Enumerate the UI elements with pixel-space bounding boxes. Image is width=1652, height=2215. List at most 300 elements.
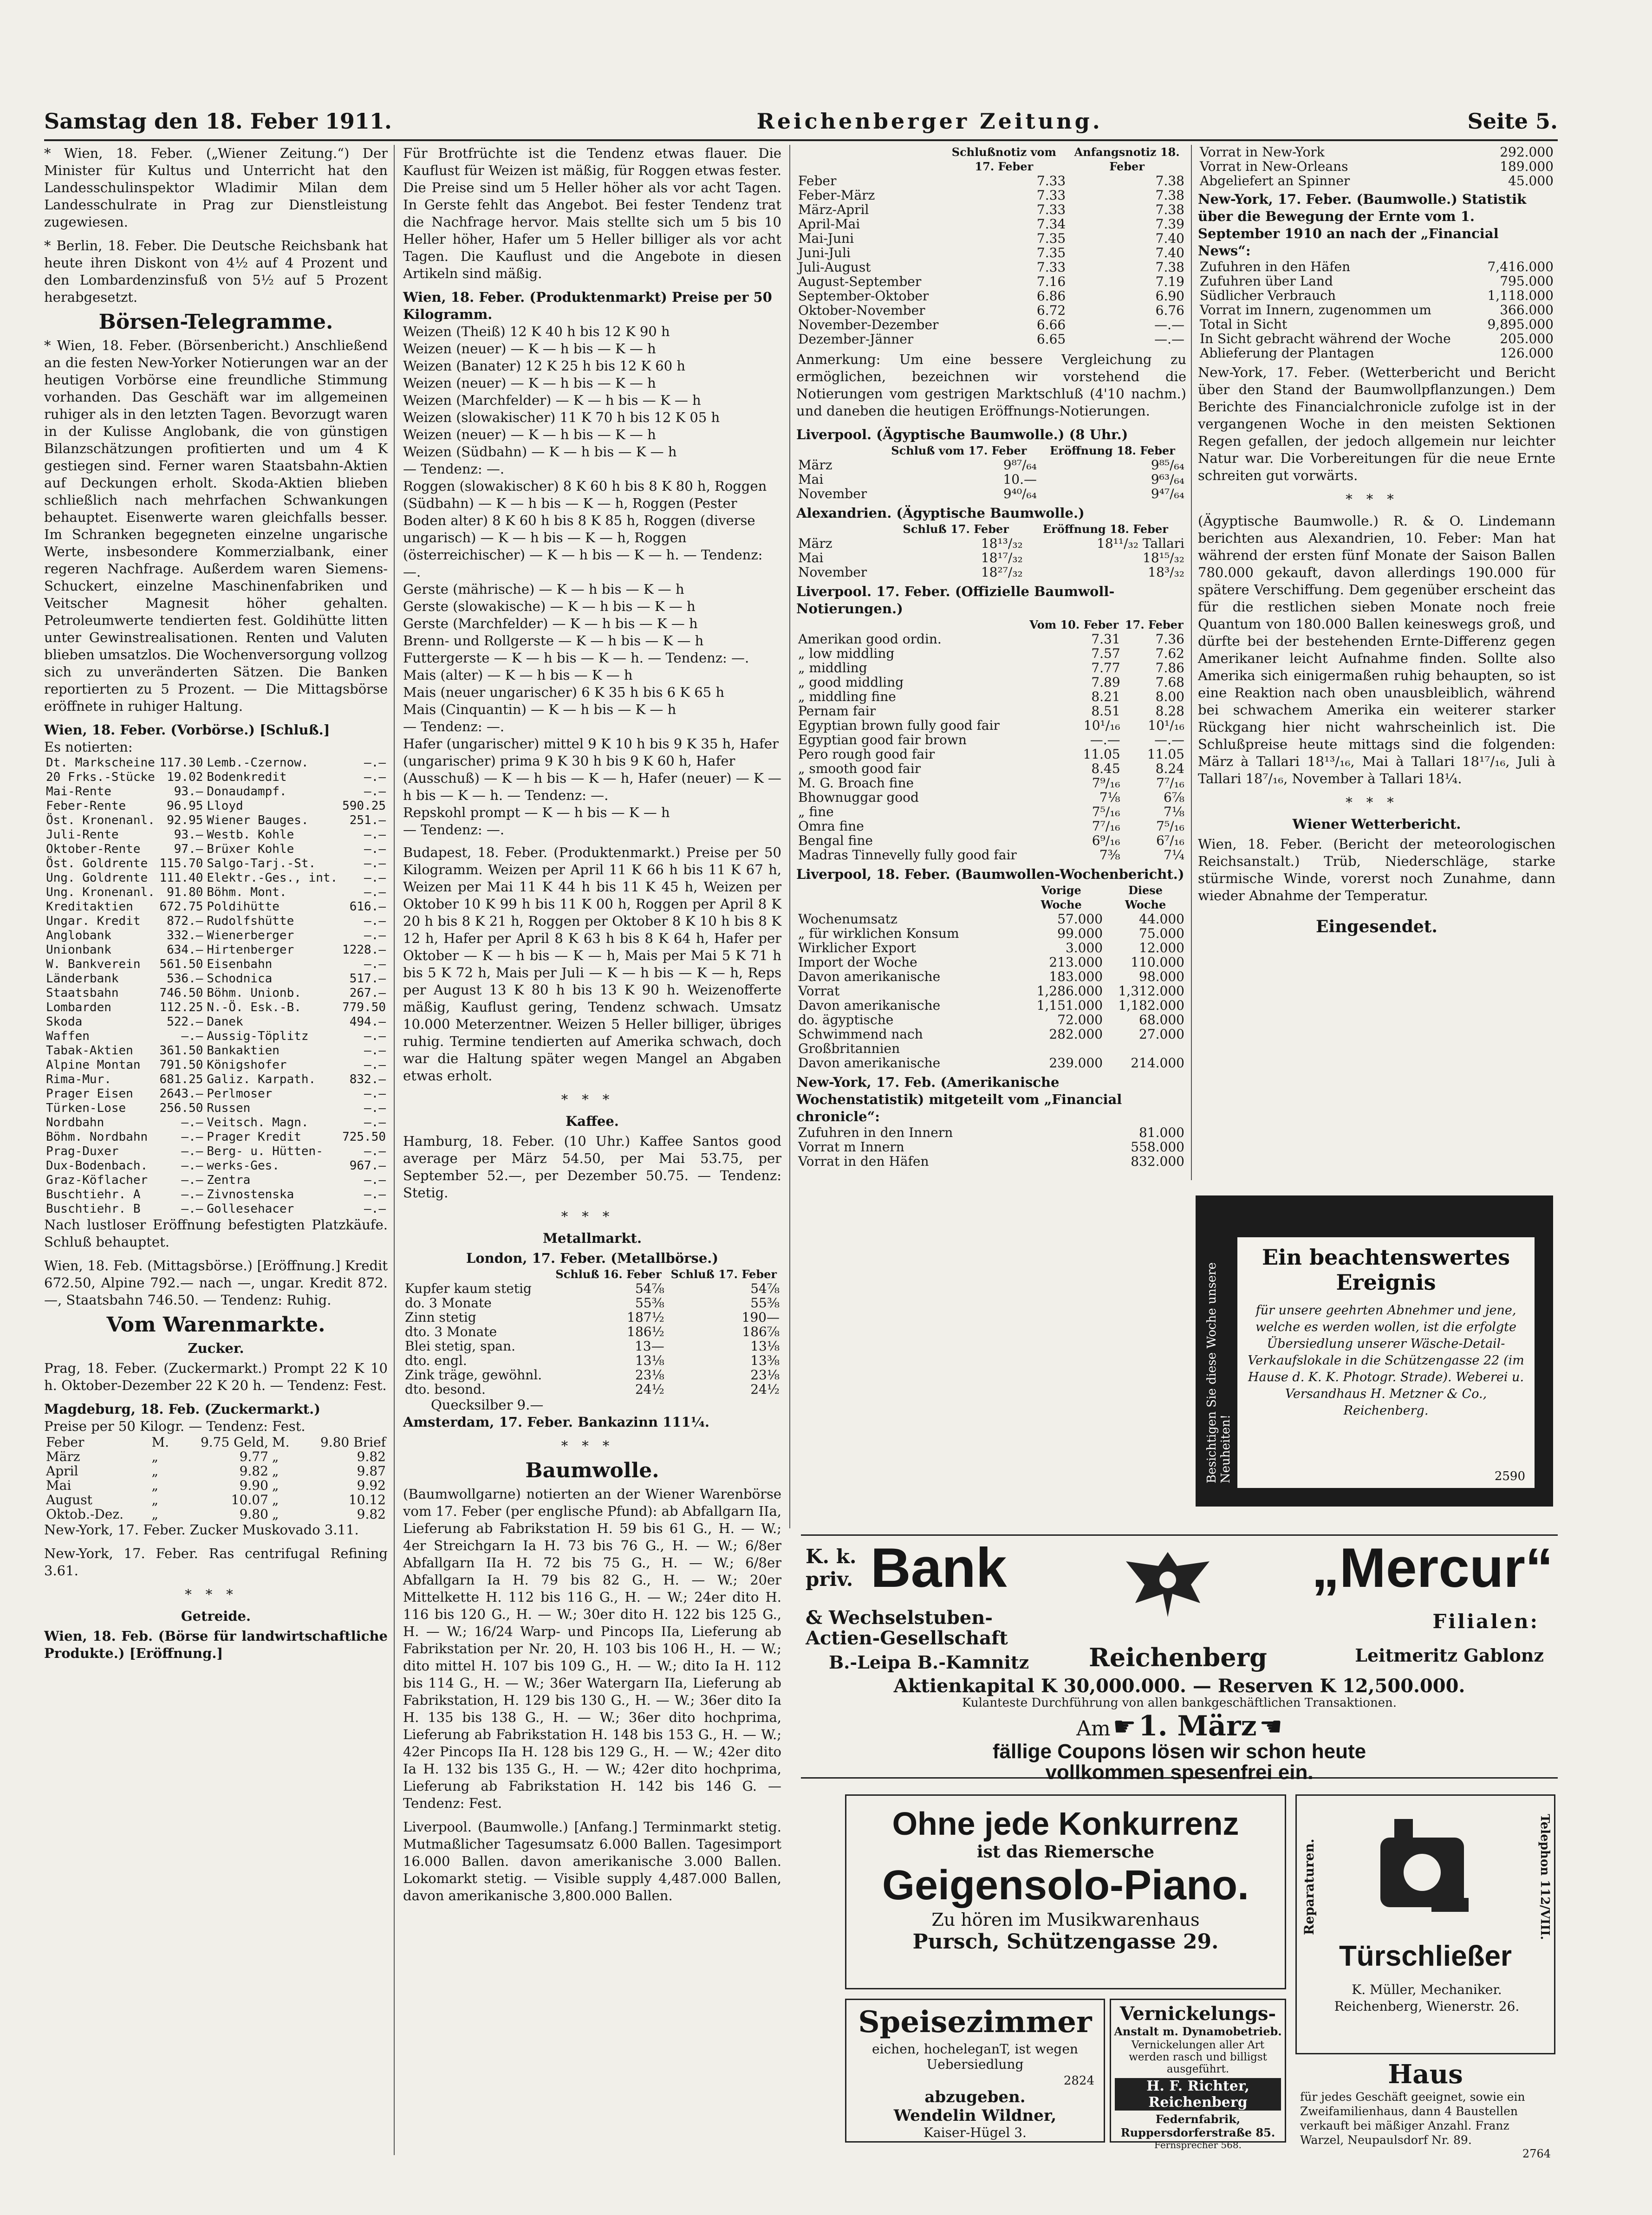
quote-row-cell: 494.— — [349, 1015, 386, 1029]
liverpool-aeg-row-cell: März — [798, 457, 833, 473]
ny-woch-row-cell: Vorrat m Innern — [798, 1139, 904, 1155]
quote-row-cell: —.— — [364, 770, 386, 784]
quote-row — [44, 857, 388, 871]
produkten-line: Weizen (neuer) — K — h bis — K — h — [403, 341, 656, 357]
advertisements — [801, 1534, 1558, 2160]
quote-row-cell: Hirtenberger — [207, 943, 294, 957]
produkten-line: Weizen (Banater) 12 K 25 h bis 12 K 60 h — [403, 358, 686, 374]
bank-branches-right: Leitmeritz Gablonz — [1355, 1645, 1544, 1666]
bank-am: Am — [1076, 1717, 1111, 1741]
quote-row — [44, 1173, 388, 1188]
quote-row-cell: —.— — [364, 1188, 386, 1202]
alexandrien-row — [796, 565, 1186, 579]
event-number: 2590 — [1494, 1469, 1525, 1483]
liverpool-off-row-cell: 8.24 — [1155, 761, 1184, 776]
quecksilber: Quecksilber 9.— — [431, 1397, 544, 1413]
baumwollgarne: (Baumwollgarne) notierten an der Wiener Warenbörse vom 17. Feber (per englische Pfund): ab Abfallgarn IIa, Lieferung ab Fabrikstation H. 59 bis 61 G., H. — W.; 4er Streichgarn Ia H. 73 bis 76 G., H. — W.; 6/8er Abfallgarn IIa H. 72 bis 75 G., H. — W.; 6/8er Abfallgarn Ia H. 79 bis 82 G., H. — W.; 20er Mittelkette H. 112 bis 116 G., H. — W.; 24er dito H. 116 bis 120 G., H. — W.; 30er dito H. 122 bis 125 G., H. — W.; 16/24 Warp- und Pincops IIa, Lieferung ab Fabrikstation per Nr. 20, H. 103 bis 106 H., H. — W.; dito mittel H. 107 bis 109 G., H. — W.; dito Ia H. 112 bis 114 G., H. — W.; 36er Watergarn IIa, Lieferung ab Fabrikstation, H. 129 bis 130 G., H. — W.; 36er dito Ia H. 135 bis 138 G., H. — W.; 36er dito hochprima, Lieferung ab Fabrikstation H. 148 bis 153 G., H. — W.; 42er Pincops IIa H. 128 bis 129 G., H. — W.; 42er dito Ia H. 132 bis 135 G., H. — W.; 42er dito hochprima, Lieferung ab Fabrikstation H. 142 bis 146 G. — Tendenz: Fest. — [403, 1486, 781, 1811]
liverpool-woch-row-cell: 44.000 — [1139, 911, 1184, 927]
magdeburg-row-cell: 9.75 Geld, — [200, 1435, 268, 1450]
liverpool-woch-row-cell: 75.000 — [1139, 926, 1184, 941]
quote-row-cell: 20 Frks.-Stücke — [46, 770, 155, 784]
quote-row-cell: Unionbank — [46, 943, 111, 957]
liverpool-off-row-cell: „ middling fine — [798, 689, 896, 704]
quote-row-cell: —.— — [364, 957, 386, 971]
quote-row-cell: Juli-Rente — [46, 828, 119, 842]
magdeburg-row-cell: „ — [272, 1463, 279, 1479]
liverpool-off-row-cell: M. G. Broach fine — [798, 775, 914, 791]
produkten-line: Futtergerste — K — h bis — K — h. — Tendenz: —. — [403, 650, 749, 666]
ny-stat-row — [1198, 317, 1555, 331]
alexandrien-row — [796, 536, 1186, 551]
column-4 — [1198, 145, 1555, 1185]
quote-row-cell: —.— — [364, 842, 386, 856]
london-row-cell: 24½ — [750, 1382, 780, 1397]
liverpool-woch-row — [796, 984, 1186, 998]
haus-ad — [1295, 2059, 1555, 2160]
liverpool-off-row-cell: 7⁷/₁₆ — [1092, 818, 1120, 834]
speise-number: 2824 — [1063, 2074, 1094, 2088]
liverpool-aeg-row-cell: Mai — [798, 472, 824, 487]
speisezimmer-ad — [845, 1999, 1105, 2143]
separator-stars: *** — [1346, 794, 1408, 810]
termin-row-cell: 7.33 — [1036, 188, 1066, 203]
quote-row-cell: 1228.— — [342, 943, 386, 957]
liverpool-off-row-cell: 7⁹/₁₆ — [1092, 775, 1120, 791]
termin-row — [796, 303, 1186, 318]
liverpool-aeg-row-cell: 9⁴⁰/₆₄ — [1003, 486, 1037, 501]
quote-row-cell: Zivnostenska — [207, 1188, 294, 1202]
liverpool-off-row — [796, 632, 1186, 646]
quote-row — [44, 799, 388, 813]
termin-row-cell: 7.16 — [1036, 274, 1066, 289]
quote-row-cell: Lombarden — [46, 1000, 111, 1014]
magdeburg-row-cell: „ — [151, 1449, 159, 1464]
termin-row-cell: 7.40 — [1155, 245, 1184, 260]
ny-woch-heading: New-York, 17. Feb. (Amerikanische Wochenstatistik) mitgeteilt vom „Financial chronicle“: — [796, 1074, 1122, 1124]
produkten-line: Mais (neuer ungarischer) 6 K 35 h bis 6 K 65 h — [403, 684, 724, 700]
magdeburg-sub: Preise per 50 Kilogr. — Tendenz: Fest. — [44, 1418, 306, 1434]
quote-row-cell: Buschtiehr. A — [46, 1188, 141, 1202]
liverpool-off-row-cell: 6⅞ — [1164, 790, 1184, 805]
ny-woch-row-cell: 832.000 — [1131, 1154, 1184, 1169]
liverpool-off-row-cell: Pero rough good fair — [798, 747, 935, 762]
liverpool-off-row-cell: Bengal fine — [798, 833, 873, 848]
quote-row-cell: 256.50 — [159, 1101, 203, 1115]
liverpool-off-row-cell: Omra fine — [798, 818, 864, 834]
masthead — [44, 101, 1558, 134]
magdeburg-row-cell: „ — [272, 1492, 279, 1507]
liverpool-off-row-cell: 7⁵/₁₆ — [1092, 804, 1120, 819]
column-rule — [394, 145, 395, 2155]
produkten-line: Repskohl prompt — K — h bis — K — h — [403, 805, 670, 820]
liverpool-off-row-cell: 7⅛ — [1099, 790, 1120, 805]
vorboerse-heading: Wien, 18. Feber. (Vorbörse.) [Schluß.] — [44, 722, 330, 738]
quote-row-cell: Waffen — [46, 1029, 90, 1043]
quote-row-cell: Aussig-Töplitz — [207, 1029, 309, 1043]
bank-kk: K. k. priv. — [806, 1545, 857, 1591]
quote-row-cell: —.— — [181, 1144, 203, 1158]
quote-row-cell: Böhm. Unionb. — [207, 986, 301, 1000]
liverpool-anfang: Liverpool. (Baumwolle.) [Anfang.] Terminmarkt stetig. Mutmaßlicher Tagesumsatz 6.000 Ballen. Tagesimport 16.000 Ballen. davon amerikanische 3.000 Ballen. Lokomarkt stetig. — Visible supply 4,487.000 Ballen, davon amerikanische 3,800.000 Ballen. — [403, 1819, 781, 1903]
quote-row-cell: —.— — [181, 1130, 203, 1144]
quote-row-cell: Lemb.-Czernow. — [207, 756, 309, 770]
ny-woch-row-cell: 558.000 — [1131, 1139, 1184, 1155]
quote-row-cell: 832.— — [349, 1072, 386, 1086]
termin-header-cell: Anfangsnotiz 18. Feber — [1074, 145, 1180, 173]
termin-row — [796, 174, 1186, 188]
quote-row-cell: Mai-Rente — [46, 785, 111, 799]
liverpool-woch-table — [796, 883, 1186, 1070]
liverpool-woch-row-cell: 1,286.000 — [1036, 983, 1103, 999]
vorrat-table — [1198, 145, 1555, 188]
magdeburg-row-cell: 9.87 — [357, 1463, 386, 1479]
liverpool-aeg-row-cell: 9⁶³/₆₄ — [1151, 472, 1184, 487]
quote-row-cell: 19.02 — [167, 770, 203, 784]
termin-row — [796, 274, 1186, 289]
ny-stat-row-cell: 366.000 — [1500, 302, 1554, 318]
liverpool-woch-row-cell: 12.000 — [1139, 940, 1184, 955]
quote-row-cell: 779.50 — [342, 1000, 386, 1014]
termin-row — [796, 188, 1186, 202]
liverpool-off-row-cell: 7.62 — [1155, 646, 1184, 661]
ny-stat-row-cell: In Sicht gebracht während der Woche — [1200, 331, 1451, 346]
quote-row-cell: Oktober-Rente — [46, 842, 141, 856]
speise-abz: abzugeben. — [924, 2088, 1026, 2106]
liverpool-off-row-cell: 8.00 — [1155, 689, 1184, 704]
liverpool-off-row — [796, 675, 1186, 689]
london-row-cell: 55⅜ — [750, 1295, 780, 1311]
alexandrien-header-cell: Eröffnung 18. Feber — [1042, 522, 1168, 536]
magdeburg-row-cell: März — [46, 1449, 80, 1464]
liverpool-woch-heading: Liverpool, 18. Feber. (Baumwollen-Wochenbericht.) — [796, 866, 1184, 882]
liverpool-off-row-cell: 7.89 — [1091, 675, 1120, 690]
quote-row-cell: —.— — [364, 1101, 386, 1115]
quote-row-cell: 746.50 — [159, 986, 203, 1000]
termin-row — [796, 246, 1186, 260]
piano-sub: ist das Riemersche — [976, 1842, 1155, 1862]
london-row-cell: dto. besond. — [405, 1382, 486, 1397]
liverpool-woch-row-cell: 282.000 — [1049, 1026, 1103, 1042]
quote-row-cell: —.— — [364, 756, 386, 770]
liverpool-aeg-table — [796, 443, 1186, 501]
magdeburg-row-cell: Mai — [46, 1478, 72, 1493]
produkten-heading: Wien, 18. Feber. (Produktenmarkt) Preise per 50 Kilogramm. — [403, 289, 772, 322]
london-row-cell: 55⅜ — [635, 1295, 664, 1311]
metall-heading: Metallmarkt. — [542, 1230, 642, 1246]
vorrat-row — [1198, 174, 1555, 188]
liverpool-woch-row — [796, 1027, 1186, 1056]
liverpool-woch-row-cell: 99.000 — [1057, 926, 1103, 941]
vernick-phone: Fernsprecher 568. — [1154, 2139, 1242, 2150]
termin-row-cell: 7.35 — [1036, 231, 1066, 246]
quote-row — [44, 842, 388, 857]
liverpool-woch-row-cell: 183.000 — [1049, 969, 1103, 984]
termin-row-cell: 7.19 — [1155, 274, 1184, 289]
magdeburg-row-cell: 10.12 — [348, 1492, 386, 1507]
termin-row-cell: 7.33 — [1036, 202, 1066, 217]
quote-row — [44, 1144, 388, 1159]
quote-row-cell: —.— — [364, 929, 386, 942]
termin-row-cell: 6.66 — [1036, 317, 1066, 332]
liverpool-aeg-row-cell: November — [798, 486, 867, 501]
column-2 — [403, 145, 781, 1903]
liverpool-woch-row-cell: 27.000 — [1139, 1026, 1184, 1042]
liverpool-off-heading: Liverpool. 17. Feber. (Offizielle Baumwoll-Notierungen.) — [796, 584, 1115, 617]
liverpool-aeg-header — [796, 443, 1186, 458]
london-row-cell: 23⅛ — [750, 1367, 780, 1383]
quote-row-cell: —.— — [181, 1202, 203, 1216]
london-row-cell: 54⅞ — [635, 1281, 664, 1296]
hand-pointer-icon: ☛ — [1112, 1712, 1136, 1742]
quote-row-cell: Eisenbahn — [207, 957, 273, 971]
london-row-cell: 13⅜ — [750, 1353, 780, 1368]
magdeburg-row — [44, 1449, 388, 1464]
quote-row-cell: —.— — [364, 885, 386, 899]
ny-stat-row-cell: 9,895.000 — [1487, 317, 1554, 332]
termin-row — [796, 289, 1186, 303]
quote-row-cell: Lloyd — [207, 799, 243, 813]
quote-row — [44, 957, 388, 972]
termin-row — [796, 202, 1186, 217]
ny-zucker-2: New-York, 17. Feber. Ras centrifugal Refining 3.61. — [44, 1546, 388, 1578]
quote-row-cell: 97.— — [174, 842, 203, 856]
quote-row-cell: werks-Ges. — [207, 1159, 280, 1173]
ny-stat-row — [1198, 274, 1555, 288]
magdeburg-row-cell: April — [46, 1463, 78, 1479]
quote-row-cell: —.— — [181, 1173, 203, 1187]
bank-mercur-name: „Mercur“ — [1311, 1537, 1553, 1599]
quote-row-cell: 112.25 — [159, 1000, 203, 1014]
quote-row — [44, 1029, 388, 1044]
alexandrien-header-cell: Schluß 17. Feber — [903, 522, 1009, 536]
magdeburg-row — [44, 1507, 388, 1521]
quote-row-cell: —.— — [364, 1173, 386, 1187]
liverpool-woch-row — [796, 1056, 1186, 1070]
london-row-cell: dto. 3 Monate — [405, 1324, 497, 1339]
liverpool-aeg-row — [796, 472, 1186, 487]
london-row — [403, 1353, 781, 1368]
quote-row-cell: Galiz. Karpath. — [207, 1072, 316, 1086]
liverpool-off-row — [796, 718, 1186, 733]
liverpool-off-row-cell: 11.05 — [1147, 747, 1184, 762]
liverpool-off-row — [796, 747, 1186, 761]
termin-row-cell: Dezember-Jänner — [798, 331, 914, 347]
liverpool-off-row-cell: „ fine — [798, 804, 834, 819]
header-rule — [44, 139, 1558, 141]
quote-row-cell: Prager Kredit — [207, 1130, 301, 1144]
magdeburg-row — [44, 1493, 388, 1507]
liverpool-woch-row-cell: Schwimmend nach Großbritannien — [798, 1026, 923, 1056]
liverpool-off-row — [796, 776, 1186, 790]
london-row-cell: 13⅛ — [750, 1338, 780, 1354]
vorboerse-closing: Nach lustloser Eröffnung befestigten Platzkäufe. Schluß behauptet. — [44, 1217, 388, 1250]
wien-notice: * Wien, 18. Feber. („Wiener Zeitung.“) Der Minister für Kultus und Unterricht hat den Landesschulinspektor Wladimir Milan dem Landesschulrate in Prag zur Dienstleistung zugewiesen. — [44, 145, 388, 230]
quote-row-cell: Perlmoser — [207, 1087, 273, 1101]
liverpool-off-row-cell: „ good middling — [798, 675, 904, 690]
vorboerse-subheading: Es notierten: — [44, 739, 133, 755]
bank-mercur-ad — [801, 1534, 1558, 1784]
quote-row-cell: Öst. Kronenanl. — [46, 813, 155, 827]
magdeburg-row-cell: „ — [272, 1478, 279, 1493]
vernick-title: Vernickelungs- — [1119, 2003, 1276, 2025]
liverpool-off-header-cell — [796, 617, 1026, 632]
quote-row — [44, 972, 388, 986]
ny-stat-row-cell: Vorrat im Innern, zugenommen um — [1200, 302, 1431, 318]
liverpool-woch-row-cell: Davon amerikanische — [798, 998, 941, 1013]
quote-row-cell: Länderbank — [46, 972, 119, 986]
magdeburg-row-cell: 9.92 — [357, 1478, 386, 1493]
bank-kulant: Kulanteste Durchführung von allen bankgeschäftlichen Transaktionen. — [962, 1696, 1397, 1710]
termin-row-cell: 6.86 — [1036, 288, 1066, 304]
liverpool-off-row — [796, 689, 1186, 704]
liverpool-woch-row-cell: Wochenumsatz — [798, 911, 898, 927]
liverpool-woch-row-cell: 239.000 — [1049, 1055, 1103, 1071]
quote-row-cell: Nordbahn — [46, 1116, 104, 1130]
liverpool-woch-row-cell: 3.000 — [1065, 940, 1103, 955]
termin-table — [796, 145, 1186, 346]
liverpool-woch-row-cell: „ für wirklichen Konsum — [798, 926, 959, 941]
quote-row — [44, 1188, 388, 1202]
termin-row-cell: September-Oktober — [798, 288, 929, 304]
vorrat-row-cell: 292.000 — [1500, 144, 1554, 160]
quote-row — [44, 1202, 388, 1216]
quote-row-cell: Kreditaktien — [46, 900, 133, 914]
bank-coupons-2: vollkommen spesenfrei ein. — [1045, 1761, 1314, 1784]
termin-row-cell: 7.35 — [1036, 245, 1066, 260]
liverpool-off-row-cell: 7⅛ — [1164, 804, 1184, 819]
liverpool-off-row-cell: 7.36 — [1155, 631, 1184, 647]
alexandrien-row-cell: 18¹⁷/₃₂ — [981, 550, 1023, 565]
separator-stars: *** — [561, 1091, 624, 1107]
quote-row — [44, 1101, 388, 1116]
termin-row — [796, 318, 1186, 332]
quote-row-cell: 561.50 — [159, 957, 203, 971]
ny-woch-table — [796, 1125, 1186, 1169]
alexandrien-row-cell: 18²⁷/₃₂ — [981, 565, 1023, 580]
london-header-cell: Schluß 17. Feber — [670, 1267, 777, 1281]
liverpool-aeg-header-cell: Schluß vom 17. Feber — [891, 444, 1027, 457]
quote-row-cell: Ung. Kronenanl. — [46, 885, 155, 899]
produkten-line: Gerste (mährische) — K — h bis — K — h — [403, 581, 684, 597]
termin-row-cell: 6.90 — [1155, 288, 1184, 304]
wetter-report: New-York, 17. Feber. (Wetterbericht und Bericht über den Stand der Baumwollpflanzungen.) Dem Berichte des Financialchronicle zufolge ist in der vergangenen Woche in den meisten Sektionen Regen gefallen, der jedoch allgemein nur leichter Natur war. Die Vorbereitungen für die neue Ernte schreiten gut vorwärts. — [1198, 364, 1555, 483]
eagle-emblem-icon — [1121, 1543, 1214, 1622]
quote-row-cell: 96.95 — [167, 799, 203, 813]
liverpool-aeg-row-cell: 9⁸⁵/₆₄ — [1151, 457, 1184, 473]
event-title: Ein beachtenswertes Ereignis — [1262, 1245, 1510, 1295]
liverpool-aeg-heading: Liverpool. (Ägyptische Baumwolle.) (8 Uhr.) — [796, 427, 1128, 442]
quote-row-cell: 93.— — [174, 828, 203, 842]
bank-filialen: Filialen: — [1432, 1610, 1539, 1633]
quote-row-cell: Dux-Bodenbach. — [46, 1159, 148, 1173]
termin-row-cell: 7.38 — [1155, 260, 1184, 275]
quote-row-cell: —.— — [181, 1029, 203, 1043]
liverpool-off-row-cell: „ smooth good fair — [798, 761, 921, 776]
liverpool-off-row — [796, 848, 1186, 862]
liverpool-off-row-cell: 8.45 — [1091, 761, 1120, 776]
produkten-line: Hafer (ungarischer) mittel 9 K 10 h bis 9 K 35 h, Hafer (ungarischer) prima 9 K 30 h bis 9 K 60 h, Hafer (Ausschuß) — K — h bis — K — h, Hafer (neuer) — K — h bis — K — h. — Tendenz: —. — [403, 736, 781, 803]
termin-header-cell: Schlußnotiz vom 17. Feber — [951, 145, 1056, 173]
liverpool-off-row — [796, 646, 1186, 661]
getreide-intro: Für Brotfrüchte ist die Tendenz etwas flauer. Die Kauflust für Weizen ist mäßig, für Roggen etwas fester. Die Preise sind um 5 Heller höher als vor acht Tagen. In Gerste fehlt das Angebot. Bei fester Tendenz trat die Nachfrage hervor. Mais stellte sich um 5 bis 10 Heller höher, Hafer um 5 Heller billiger als vor acht Tagen. Die Kauflust und die Angebote in diesen Artikeln sind mäßig. — [403, 145, 781, 281]
quote-row-cell: Salgo-Tarj.-St. — [207, 857, 316, 870]
tuer-address: K. Müller, Mechaniker. Reichenberg, Wienerstr. 26. — [1334, 1982, 1520, 2014]
liverpool-off-header-cell: 17. Feber — [1125, 618, 1184, 631]
quote-row — [44, 770, 388, 785]
quote-row-cell: —.— — [364, 1087, 386, 1101]
london-row-cell: 186⅞ — [742, 1324, 780, 1339]
liverpool-off-row-cell: 8.21 — [1091, 689, 1120, 704]
ny-woch-row-cell: Vorrat in den Häfen — [798, 1154, 929, 1169]
quote-row-cell: Öst. Goldrente — [46, 857, 148, 870]
london-row-cell: 24½ — [635, 1382, 664, 1397]
piano-hear: Zu hören im Musikwarenhaus — [931, 1910, 1200, 1930]
london-row-cell: 54⅞ — [750, 1281, 780, 1296]
liverpool-off-row-cell: 6⁹/₁₆ — [1092, 833, 1120, 848]
liverpool-off-row-cell: —.— — [1090, 732, 1120, 747]
quote-row-cell: —.— — [364, 828, 386, 842]
magdeburg-row — [44, 1478, 388, 1493]
liverpool-off-row-cell: Amerikan good ordin. — [798, 631, 942, 647]
quote-row — [44, 813, 388, 828]
quote-row-cell: 634.— — [167, 943, 203, 957]
bank-company: & Wechselstuben-Actien-Gesellschaft — [806, 1607, 1008, 1649]
liverpool-woch-row-cell: 57.000 — [1057, 911, 1103, 927]
quote-row-cell: 91.80 — [167, 885, 203, 899]
anmerkung: Anmerkung: Um eine bessere Vergleichung zu ermöglichen, bezeichnen wir vorstehend die Notierungen vom gestrigen Marktschluß (4'10 nachm.) und daneben die heutigen Eröffnungs-Notierungen. — [796, 351, 1186, 419]
liverpool-off-row-cell: 7.86 — [1155, 660, 1184, 676]
liverpool-woch-row — [796, 912, 1186, 926]
column-rule — [789, 145, 790, 1528]
quote-row — [44, 1058, 388, 1072]
quote-row — [44, 871, 388, 885]
liverpool-off-row — [796, 805, 1186, 819]
separator-stars: *** — [561, 1438, 624, 1454]
quote-row-cell: Bankaktien — [207, 1044, 280, 1058]
magdeburg-row-cell: Oktob.-Dez. — [46, 1507, 124, 1522]
liverpool-off-row — [796, 704, 1186, 718]
liverpool-off-row-cell: Bhownuggar good — [798, 790, 919, 805]
quote-row-cell: Bodenkredit — [207, 770, 287, 784]
magdeburg-row-cell: „ — [151, 1478, 159, 1493]
eingesendet-heading: Eingesendet. — [1316, 917, 1437, 936]
liverpool-woch-row-cell: 213.000 — [1049, 955, 1103, 970]
vorrat-row-cell: Abgeliefert an Spinner — [1200, 173, 1350, 188]
termin-row — [796, 217, 1186, 231]
piano-title: Ohne jede Konkurrenz — [892, 1806, 1239, 1842]
liverpool-off-table — [796, 617, 1186, 862]
liverpool-woch-header — [796, 883, 1186, 912]
page-number: Seite 5. — [1467, 109, 1558, 134]
speise-name: Wendelin Wildner, — [893, 2106, 1057, 2125]
liverpool-off-row-cell: Madras Tinnevelly fully good fair — [798, 847, 1017, 863]
quote-row-cell: 332.— — [167, 929, 203, 942]
liverpool-woch-row-cell: 68.000 — [1139, 1012, 1184, 1027]
quote-row-cell: Prag-Duxer — [46, 1144, 119, 1158]
termin-row-cell: 7.34 — [1036, 216, 1066, 232]
zucker-heading: Zucker. — [188, 1340, 244, 1356]
quote-row-cell: Gollesehacer — [207, 1202, 294, 1216]
quote-row-cell: Wiener Bauges. — [207, 813, 309, 827]
magdeburg-row-cell: 9.80 Brief — [320, 1435, 386, 1450]
quote-row-cell: Berg- u. Hütten- — [207, 1144, 323, 1158]
vorrat-row-cell: 45.000 — [1508, 173, 1554, 188]
produkten-line: — Tendenz: —. — [403, 461, 505, 477]
quote-row — [44, 943, 388, 957]
event-side-text: Besichtigen Sie diese Woche unsere Neuheiten! — [1205, 1262, 1233, 1483]
magdeburg-row-cell: 9.82 — [239, 1463, 268, 1479]
quote-row-cell: 117.30 — [159, 756, 203, 770]
